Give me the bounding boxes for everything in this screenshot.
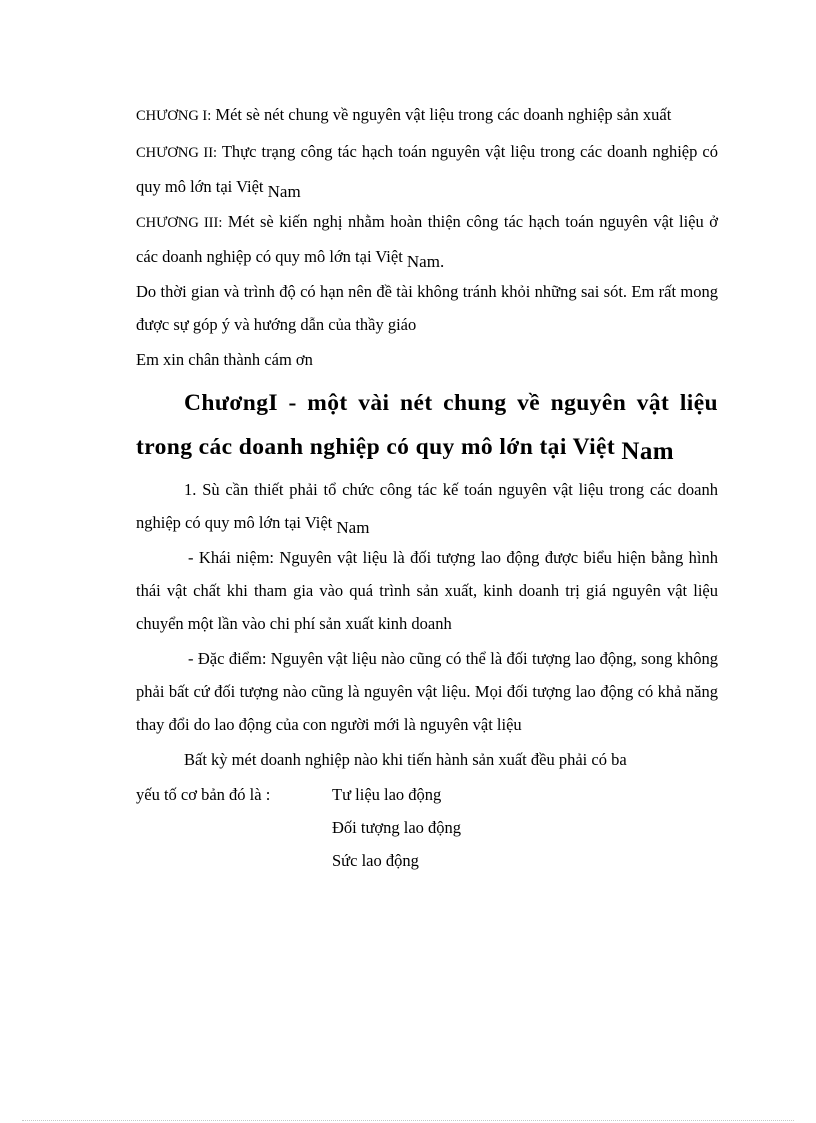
factors-first-row	[136, 778, 718, 811]
factor-item-3: Sức lao động	[332, 851, 419, 870]
chapter-3-text: Mét sè kiến nghị nhằm hoàn thiện công tác hạch toán nguyên vật liệu ở các doanh nghiệp có quy mô lớn tại Việt	[136, 212, 718, 266]
chapter-2-prefix: CHƯƠNG II:	[136, 145, 218, 161]
section-1-text: 1. Sù cần thiết phải tổ chức công tác kế toán nguyên vật liệu trong các doanh nghiệp có quy mô lớn tại Việt	[136, 480, 718, 532]
thanks-line: Em xin chân thành cám ơn	[136, 350, 313, 369]
intro-note: Do thời gian và trình độ có hạn nên đề tài không tránh khỏi những sai sót. Em rất mong được sự góp ý và hướng dẫn của thầy giáo	[136, 282, 718, 334]
factor-item-1: Tư liệu lao động	[332, 785, 442, 804]
chapter-heading	[136, 382, 718, 469]
factor-item-2: Đối tượng lao động	[332, 818, 462, 837]
chapter-2-text: Thực trạng công tác hạch toán nguyên vật liệu trong các doanh nghiệp có quy mô lớn tại Việt	[136, 142, 719, 196]
chapter-1-text: Mét sè nét chung về nguyên vật liệu trong các doanh nghiệp sản xuất	[215, 105, 672, 124]
chapter-1-prefix: CHƯƠNG I:	[136, 108, 212, 124]
chapter-3-line	[136, 205, 718, 273]
characteristics-paragraph: - Đặc điểm: Nguyên vật liệu nào cũng có thể là đối tượng lao động, song không phải bất cứ đối tượng nào cũng là nguyên vật liệu. Mọi đối tượng lao động có khả năng thay đổi do lao động của con người mới là nguyên vật liệu	[136, 649, 718, 734]
chapter-2-suffix: Nam	[267, 182, 301, 201]
document-page	[136, 98, 718, 877]
factors-label: yếu tố cơ bản đó là :	[136, 785, 271, 804]
section-1-heading	[136, 473, 718, 539]
chapter-heading-text: ChươngI - một vài nét chung về nguyên vật liệu trong các doanh nghiệp có quy mô lớn tại Việt	[136, 390, 718, 460]
chapter-1-line	[136, 98, 718, 133]
chapter-3-suffix: Nam.	[406, 252, 445, 271]
section-1-suffix: Nam	[336, 518, 370, 537]
factors-intro: Bất kỳ mét doanh nghiệp nào khi tiến hành sản xuất đều phải có ba	[184, 750, 627, 769]
page-bottom-divider	[22, 1120, 794, 1121]
concept-paragraph: - Khái niệm: Nguyên vật liệu là đối tượng lao động được biểu hiện bằng hình thái vật chất khi tham gia vào quá trình sản xuất, kinh doanh trị giá nguyên vật liệu chuyển một lần vào chi phí sản xuất kinh doanh	[136, 548, 718, 633]
chapter-heading-suffix: Nam	[621, 438, 674, 465]
chapter-2-line	[136, 135, 718, 203]
chapter-3-prefix: CHƯƠNG III:	[136, 215, 223, 231]
